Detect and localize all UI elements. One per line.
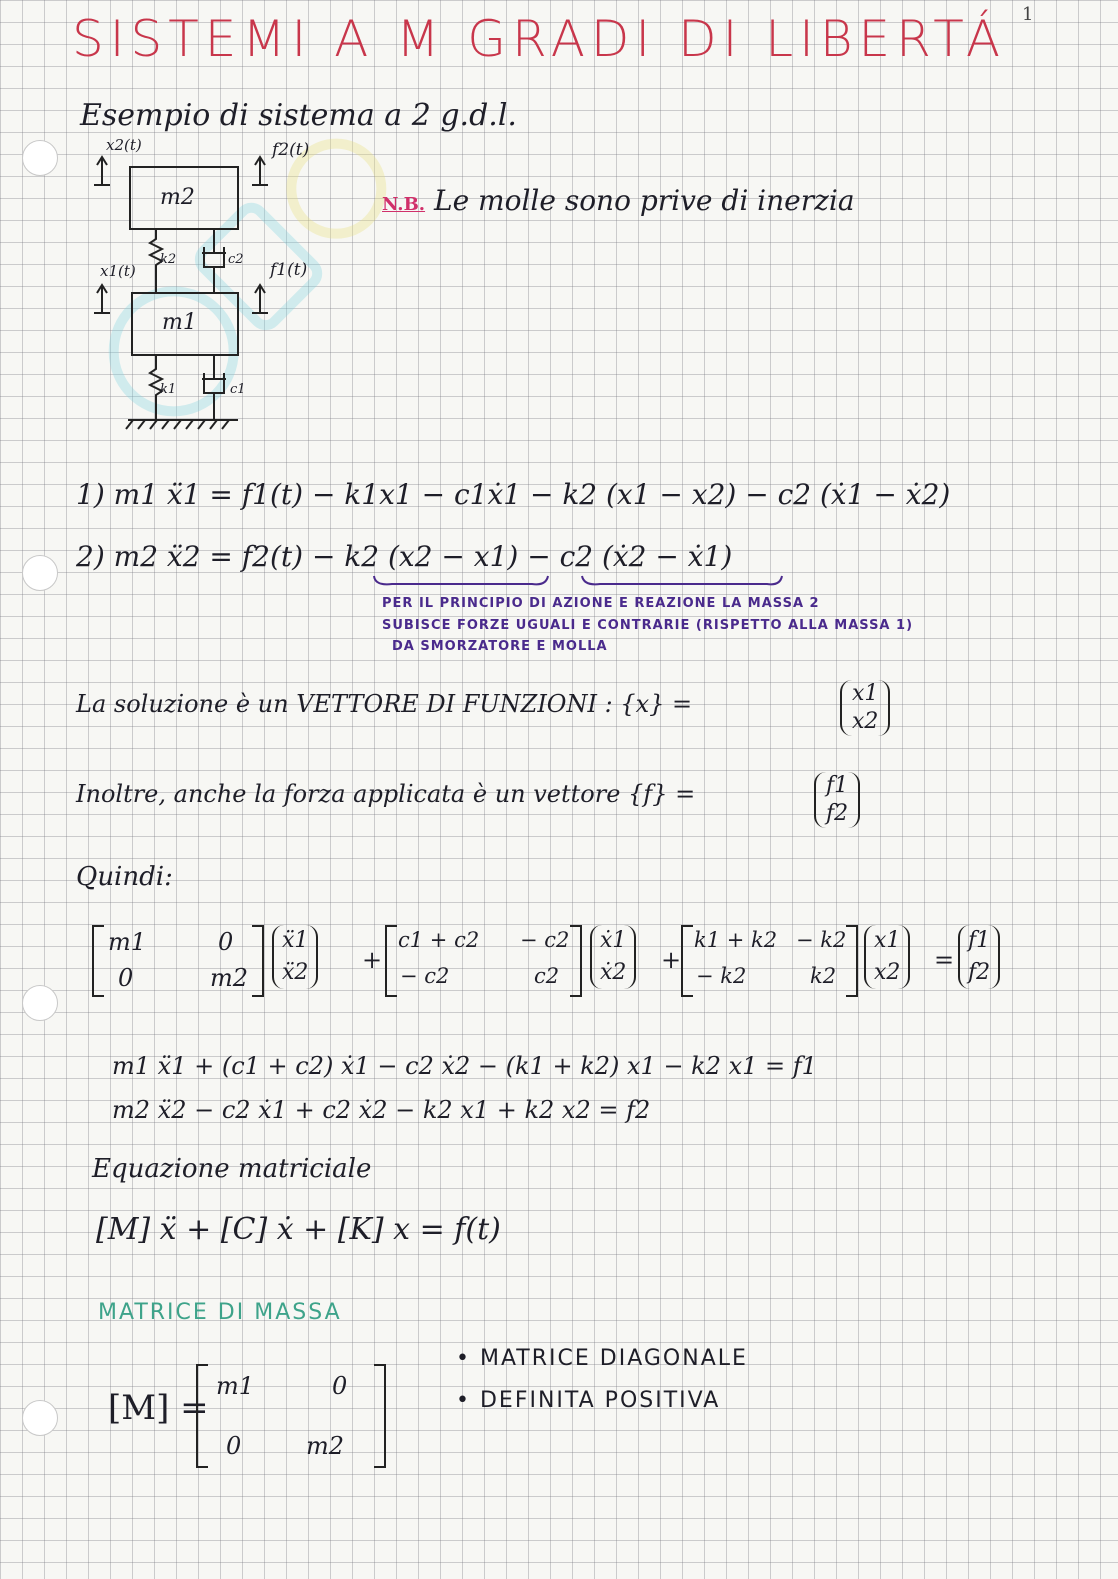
bullet-icon: • [456,1388,471,1413]
mass-matrix-entry: 0 [226,1432,242,1460]
solution-vector-entry: x2 [852,709,879,734]
matrix-c-entry: − c2 [400,964,450,988]
matrix-c-entry: − c2 [520,928,570,952]
force-vector-matrix [958,925,1000,989]
binder-hole [22,140,58,176]
property-item [456,1346,748,1371]
velocity-vector [590,925,636,989]
diagram-label-x1: x1(t) [100,262,136,280]
diagram-label-k1: k1 [160,382,177,397]
bullet-icon: • [456,1346,471,1371]
example-heading: Esempio di sistema a 2 g.d.l. [80,98,517,133]
mass-matrix-def-bracket-right [374,1364,386,1468]
matrix-c-entry: c2 [534,964,560,988]
plus-sign: + [661,946,682,974]
quindi-label: Quindi: [76,862,173,892]
action-reaction-note-line: PER IL PRINCIPIO DI AZIONE E REAZIONE LA MASSA 2 [382,596,820,611]
binder-hole [22,555,58,591]
equals-sign: = [934,946,955,974]
diagram-label-m2: m2 [160,185,195,210]
mass-matrix-bracket-left [92,925,104,997]
matrix-m-entry: m1 [108,928,147,956]
velocity-vector-entry: ẋ2 [600,960,627,985]
force-text: Inoltre, anche la forza applicata è un vettore {f} = [76,780,696,808]
matrix-k-entry: k2 [810,964,837,988]
matrix-m-entry: 0 [218,928,234,956]
matrix-k-entry: k1 + k2 [694,928,778,952]
expanded-equation-1: m1 ẍ1 + (c1 + c2) ẋ1 − c2 ẋ2 − (k1 + k2) x1 − k2 x1 = f1 [112,1052,817,1080]
damping-matrix-bracket-left [385,925,397,997]
property-item [456,1388,720,1413]
force-vector-entry: f2 [826,801,849,826]
nb-text: Le molle sono prive di inerzia [433,184,855,217]
matrix-c-entry: c1 + c2 [398,928,480,952]
acceleration-vector-entry: ẍ1 [282,928,309,953]
solution-vector-entry: x1 [852,681,879,706]
damping-matrix-bracket-right [570,925,582,997]
solution-vector [840,680,890,736]
diagram-label-x2: x2(t) [106,136,142,154]
diagram-label-f2: f2(t) [272,140,310,160]
mass-matrix-entry: m1 [216,1372,255,1400]
matrix-equation-compact: [M] ẍ + [C] ẋ + [K] x = f(t) [96,1212,501,1247]
velocity-vector-entry: ẋ1 [600,928,627,953]
equation-1: 1) m1 ẍ1 = f1(t) − k1x1 − c1ẋ1 − k2 (x1 − x2) − c2 (ẋ1 − ẋ2) [76,478,951,511]
equation-2-underline [372,572,792,590]
force-vector-matrix-entry: f2 [968,960,991,985]
diagram-label-m1: m1 [162,310,197,335]
mass-matrix-entry: 0 [332,1372,348,1400]
property-text: MATRICE DIAGONALE [479,1346,748,1371]
diagram-label-c2: c2 [228,252,244,267]
binder-hole [22,985,58,1021]
mass-matrix-entry: m2 [306,1432,345,1460]
nb-note [382,184,855,217]
matrix-equation-heading: Equazione matriciale [92,1154,372,1184]
stiffness-matrix-bracket-right [846,925,858,997]
mass-matrix-label: [M] = [108,1388,209,1428]
nb-label: N.B. [382,194,426,215]
diagram-label-c1: c1 [230,382,246,397]
mass-matrix-bracket-right [252,925,264,997]
mass-matrix-heading: MATRICE DI MASSA [98,1300,342,1325]
displacement-vector-entry: x1 [874,928,901,953]
page-number: 1 [1022,4,1034,25]
matrix-k-entry: − k2 [796,928,847,952]
mass-matrix-def-bracket-left [196,1364,208,1468]
diagram-label-k2: k2 [160,252,177,267]
displacement-vector [864,925,910,989]
expanded-equation-2: m2 ẍ2 − c2 ẋ1 + c2 ẋ2 − k2 x1 + k2 x2 = f2 [112,1096,651,1124]
force-vector [814,772,860,828]
plus-sign: + [362,946,383,974]
property-text: DEFINITA POSITIVA [479,1388,721,1413]
stiffness-matrix-bracket-left [681,925,693,997]
solution-text: La soluzione è un VETTORE DI FUNZIONI : {x} = [76,690,693,718]
matrix-m-entry: m2 [210,964,249,992]
acceleration-vector [272,925,318,989]
binder-hole [22,1400,58,1436]
mass-spring-diagram [88,135,348,435]
acceleration-vector-entry: ẍ2 [282,960,309,985]
equation-2: 2) m2 ẍ2 = f2(t) − k2 (x2 − x1) − c2 (ẋ2 − ẋ1) [76,540,733,573]
force-vector-entry: f1 [826,773,849,798]
matrix-k-entry: − k2 [696,964,747,988]
force-vector-matrix-entry: f1 [968,928,991,953]
action-reaction-note-line: SUBISCE FORZE UGUALI E CONTRARIE (RISPETTO ALLA MASSA 1) [382,618,914,633]
displacement-vector-entry: x2 [874,960,901,985]
diagram-label-f1: f1(t) [270,260,308,280]
page-title: SISTEMI A M GRADI DI LIBERTÁ [72,10,1007,68]
matrix-m-entry: 0 [118,964,134,992]
action-reaction-note-line: DA SMORZATORE E MOLLA [392,639,608,654]
